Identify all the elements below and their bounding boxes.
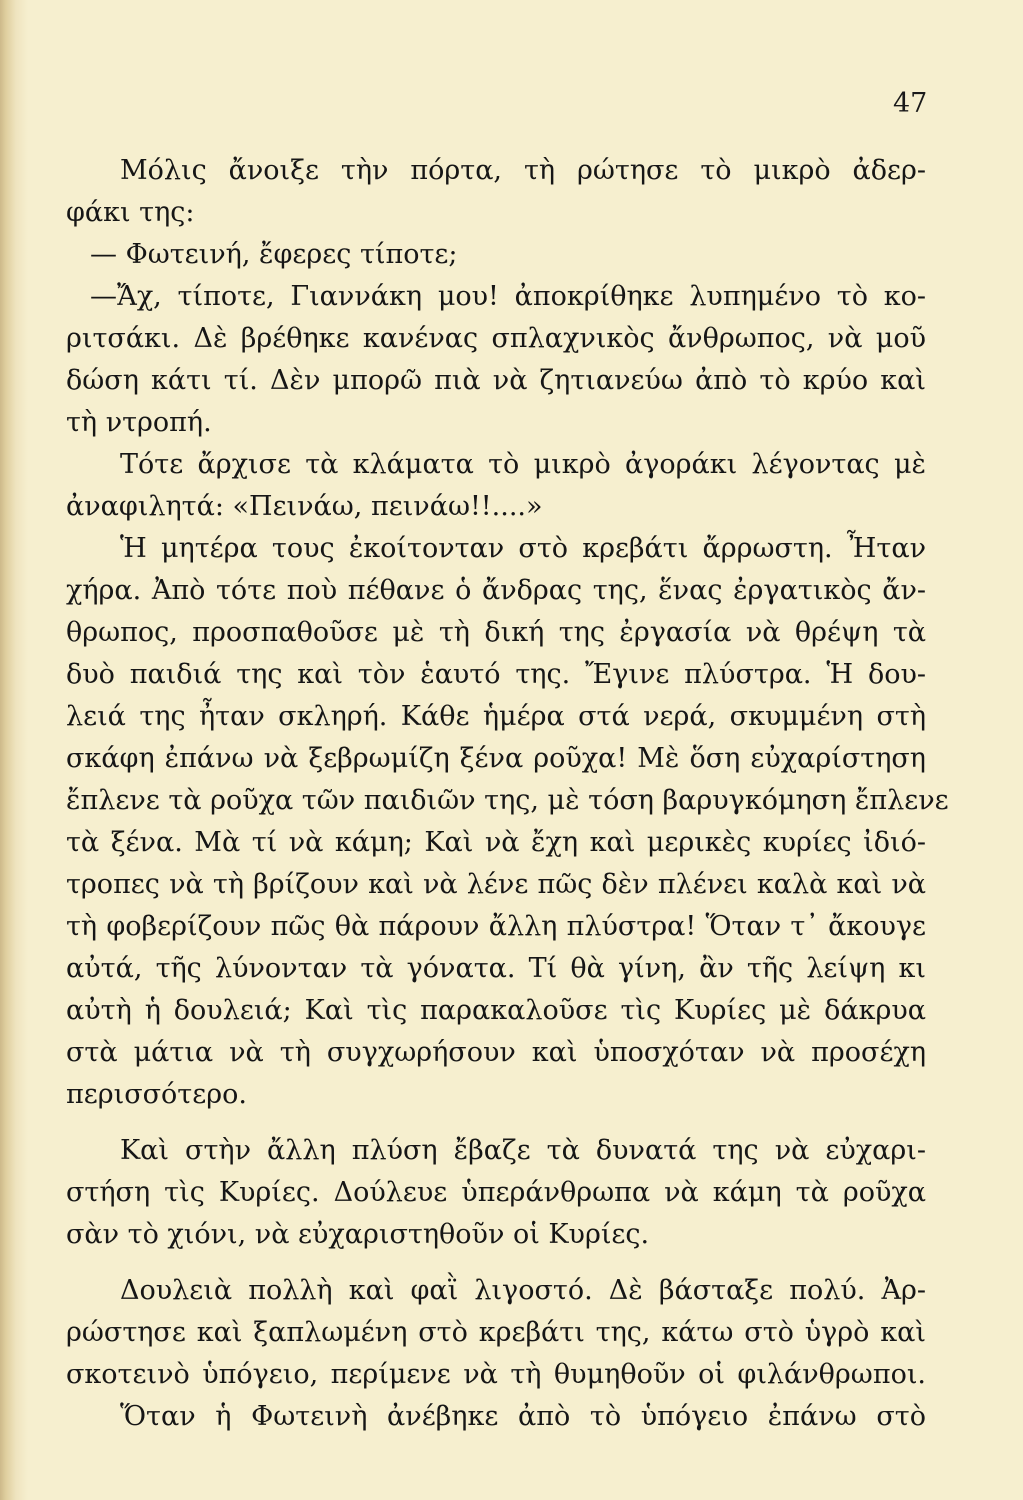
- spine-shadow: [0, 0, 28, 1500]
- text-line: Δουλειὰ πολλὴ καὶ φαῒ λιγοστό. Δὲ βάσταξε πολύ. Ἀρ-: [120, 1275, 926, 1306]
- text-line: Καὶ στὴν ἄλλη πλύση ἔβαζε τὰ δυνατά της νὰ εὐχαρι-: [120, 1135, 926, 1166]
- text-line: δυὸ παιδιά της καὶ τὸν ἑαυτό της. Ἔγινε πλύστρα. Ἡ δου-: [66, 659, 926, 690]
- paragraph-gap: [66, 1116, 926, 1130]
- text-line: δώση κάτι τί. Δὲν μπορῶ πιὰ νὰ ζητιανεύω ἀπὸ τὸ κρύο καὶ: [66, 365, 926, 396]
- body-text: [66, 150, 949, 1438]
- text-line: στὰ μάτια νὰ τὴ συγχωρήσουν καὶ ὑποσχόταν νὰ προσέχη: [66, 1037, 926, 1068]
- text-line: —Ἄχ, τίποτε, Γιαννάκη μου! ἀποκρίθηκε λυπημένο τὸ κο-: [90, 281, 926, 312]
- text-line: ριτσάκι. Δὲ βρέθηκε κανένας σπλαχνικὸς ἄνθρωπος, νὰ μοῦ: [66, 323, 926, 354]
- text-line: αὐτὴ ἡ δουλειά; Καὶ τὶς παρακαλοῦσε τὶς Κυρίες μὲ δάκρυα: [66, 995, 926, 1026]
- text-line: τὴ ντροπή.: [66, 407, 212, 438]
- text-line: ἔπλενε τὰ ροῦχα τῶν παιδιῶν της, μὲ τόση βαρυγκόμηση ἔπλενε: [66, 785, 949, 816]
- text-line: — Φωτεινή, ἔφερες τίποτε;: [90, 239, 458, 270]
- text-line: στήση τὶς Κυρίες. Δούλευε ὑπεράνθρωπα νὰ κάμη τὰ ροῦχα: [66, 1177, 926, 1208]
- text-line: τὴ φοβερίζουν πῶς θὰ πάρουν ἄλλη πλύστρα! Ὅταν τ᾽ ἄκουγε: [66, 911, 926, 942]
- text-line: Ἡ μητέρα τους ἐκοίτονταν στὸ κρεβάτι ἄρρωστη. Ἦταν: [120, 533, 926, 564]
- text-line: αὐτά, τῆς λύνονταν τὰ γόνατα. Τί θὰ γίνη, ἂν τῆς λείψη κι: [66, 953, 926, 984]
- text-line: Ὅταν ἡ Φωτεινὴ ἀνέβηκε ἀπὸ τὸ ὑπόγειο ἐπάνω στὸ: [120, 1401, 926, 1432]
- text-line: σκοτεινὸ ὑπόγειο, περίμενε νὰ τὴ θυμηθοῦν οἱ φιλάνθρωποι.: [66, 1359, 926, 1390]
- text-line: περισσότερο.: [66, 1079, 247, 1110]
- page-number: 47: [893, 88, 928, 119]
- text-line: φάκι της:: [66, 197, 195, 228]
- text-line: λειά της ἦταν σκληρή. Κάθε ἡμέρα στά νερά, σκυμμένη στὴ: [66, 701, 926, 732]
- text-line: Τότε ἄρχισε τὰ κλάματα τὸ μικρὸ ἀγοράκι λέγοντας μὲ: [120, 449, 926, 480]
- text-line: τὰ ξένα. Μὰ τί νὰ κάμη; Καὶ νὰ ἔχη καὶ μερικὲς κυρίες ἰδιό-: [66, 827, 926, 858]
- text-line: χήρα. Ἀπὸ τότε ποὺ πέθανε ὁ ἄνδρας της, ἕνας ἐργατικὸς ἄν-: [66, 575, 926, 606]
- text-line: ρώστησε καὶ ξαπλωμένη στὸ κρεβάτι της, κάτω στὸ ὑγρὸ καὶ: [66, 1317, 926, 1348]
- paragraph-gap: [66, 1256, 926, 1270]
- text-line: θρωπος, προσπαθοῦσε μὲ τὴ δική της ἐργασία νὰ θρέψη τὰ: [66, 617, 926, 648]
- text-line: σὰν τὸ χιόνι, νὰ εὐχαριστηθοῦν οἱ Κυρίες.: [66, 1219, 650, 1250]
- text-line: τροπες νὰ τὴ βρίζουν καὶ νὰ λένε πῶς δὲν πλένει καλὰ καὶ νὰ: [66, 869, 926, 900]
- text-line: Μόλις ἄνοιξε τὴν πόρτα, τὴ ρώτησε τὸ μικρὸ ἀδερ-: [120, 155, 926, 186]
- text-line: σκάφη ἐπάνω νὰ ξεβρωμίζη ξένα ροῦχα! Μὲ ὅση εὐχαρίστηση: [66, 743, 926, 774]
- text-line: ἀναφιλητά: «Πεινάω, πεινάω!!....»: [66, 491, 543, 522]
